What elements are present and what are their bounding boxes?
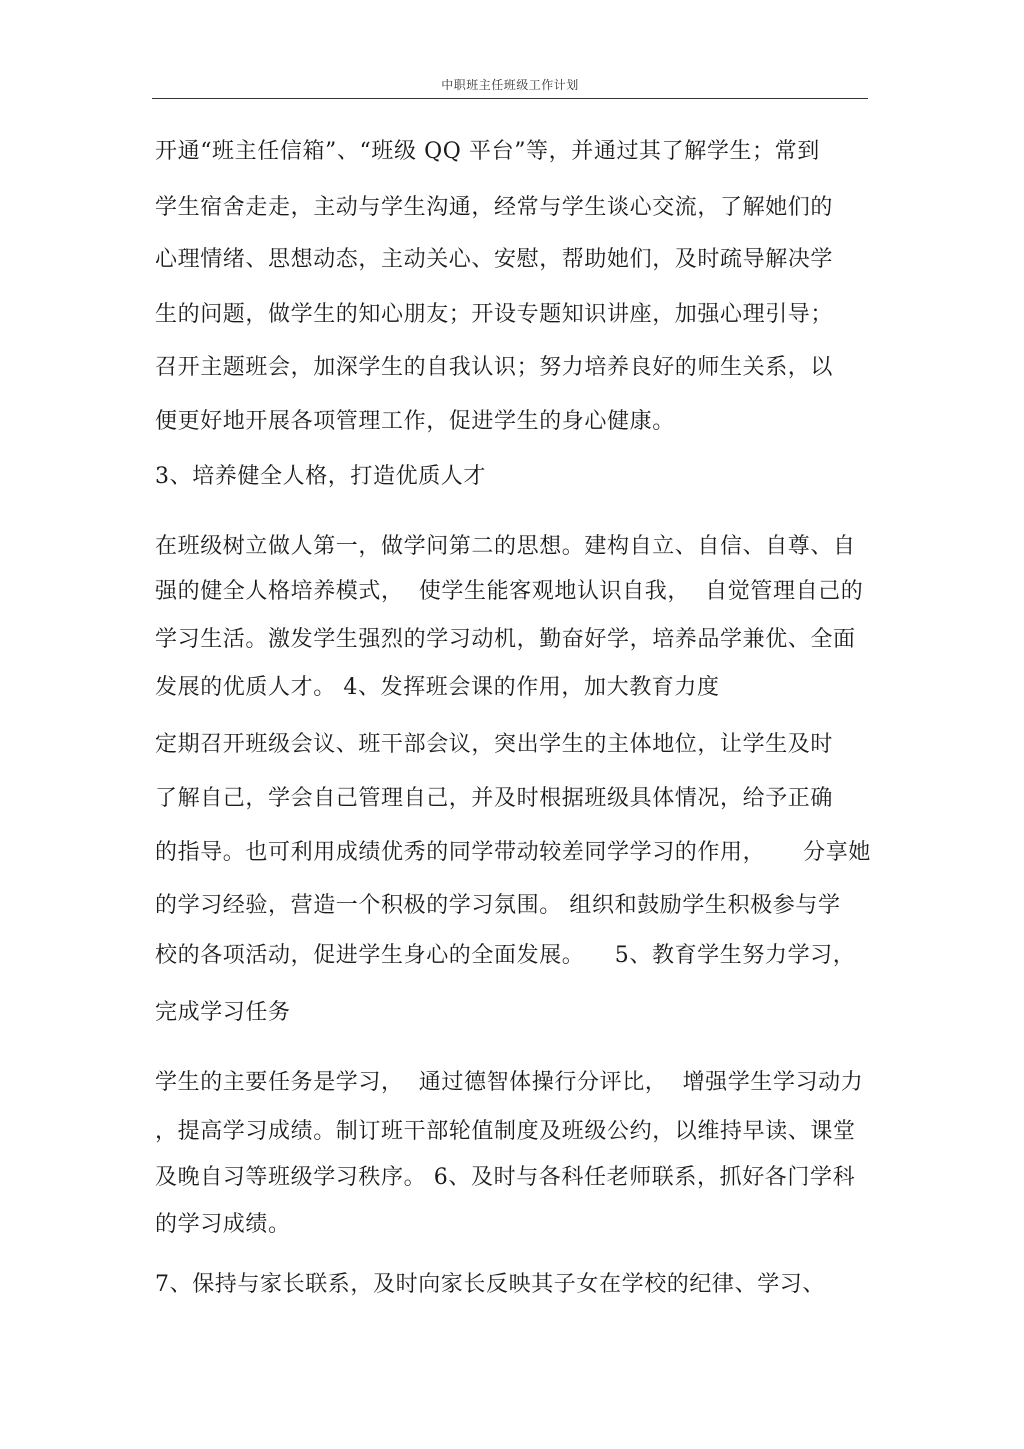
body-line: 了解自己，学会自己管理自己，并及时根据班级具体情况，给予正确 <box>155 786 834 811</box>
body-line: 的学习经验，营造一个积极的学习氛围。 组织和鼓励学生积极参与学 <box>155 893 841 918</box>
body-line: 学习生活。激发学生强烈的学习动机，勤奋好学，培养品学兼优、全面 <box>155 627 856 652</box>
body-line: 学生的主要任务是学习， 通过德智体操行分评比， 增强学生学习动力 <box>155 1070 864 1095</box>
body-line: 强的健全人格培养模式， 使学生能客观地认识自我， 自觉管理自己的 <box>155 579 864 604</box>
header-divider <box>152 98 868 99</box>
body-line: 在班级树立做人第一，做学问第二的思想。建构自立、自信、自尊、自 <box>155 534 856 559</box>
body-line: 发展的优质人才。 4、发挥班会课的作用，加大教育力度 <box>155 675 720 700</box>
section-heading: 3、培养健全人格，打造优质人才 <box>155 464 486 489</box>
body-line: 及晚自习等班级学习秩序。 6、及时与各科任老师联系，抓好各门学科 <box>155 1165 856 1190</box>
body-line: ，提高学习成绩。制订班干部轮值制度及班级公约，以维持早读、课堂 <box>155 1119 856 1144</box>
body-line: 心理情绪、思想动态，主动关心、安慰，帮助她们，及时疏导解决学 <box>155 247 834 272</box>
running-header-title: 中职班主任班级工作计划 <box>441 78 579 92</box>
body-line: 的指导。也可利用成绩优秀的同学带动较差同学学习的作用， 分享她 <box>155 840 871 865</box>
body-line: 召开主题班会，加深学生的自我认识；努力培养良好的师生关系，以 <box>155 355 834 380</box>
body-line: 学生宿舍走走，主动与学生沟通，经常与学生谈心交流，了解她们的 <box>155 195 834 220</box>
body-line: 7、保持与家长联系，及时向家长反映其子女在学校的纪律、学习、 <box>155 1272 825 1297</box>
body-line: 定期召开班级会议、班干部会议，突出学生的主体地位，让学生及时 <box>155 732 834 757</box>
body-line: 完成学习任务 <box>155 1000 291 1025</box>
body-line: 生的问题，做学生的知心朋友；开设专题知识讲座，加强心理引导； <box>155 302 834 327</box>
body-line: 便更好地开展各项管理工作，促进学生的身心健康。 <box>155 409 675 434</box>
body-line: 开通“班主任信箱”、“班级 QQ 平台”等，并通过其了解学生；常到 <box>155 139 820 164</box>
body-line: 的学习成绩。 <box>155 1212 291 1237</box>
body-line: 校的各项活动，促进学生身心的全面发展。 5、教育学生努力学习， <box>155 943 856 968</box>
